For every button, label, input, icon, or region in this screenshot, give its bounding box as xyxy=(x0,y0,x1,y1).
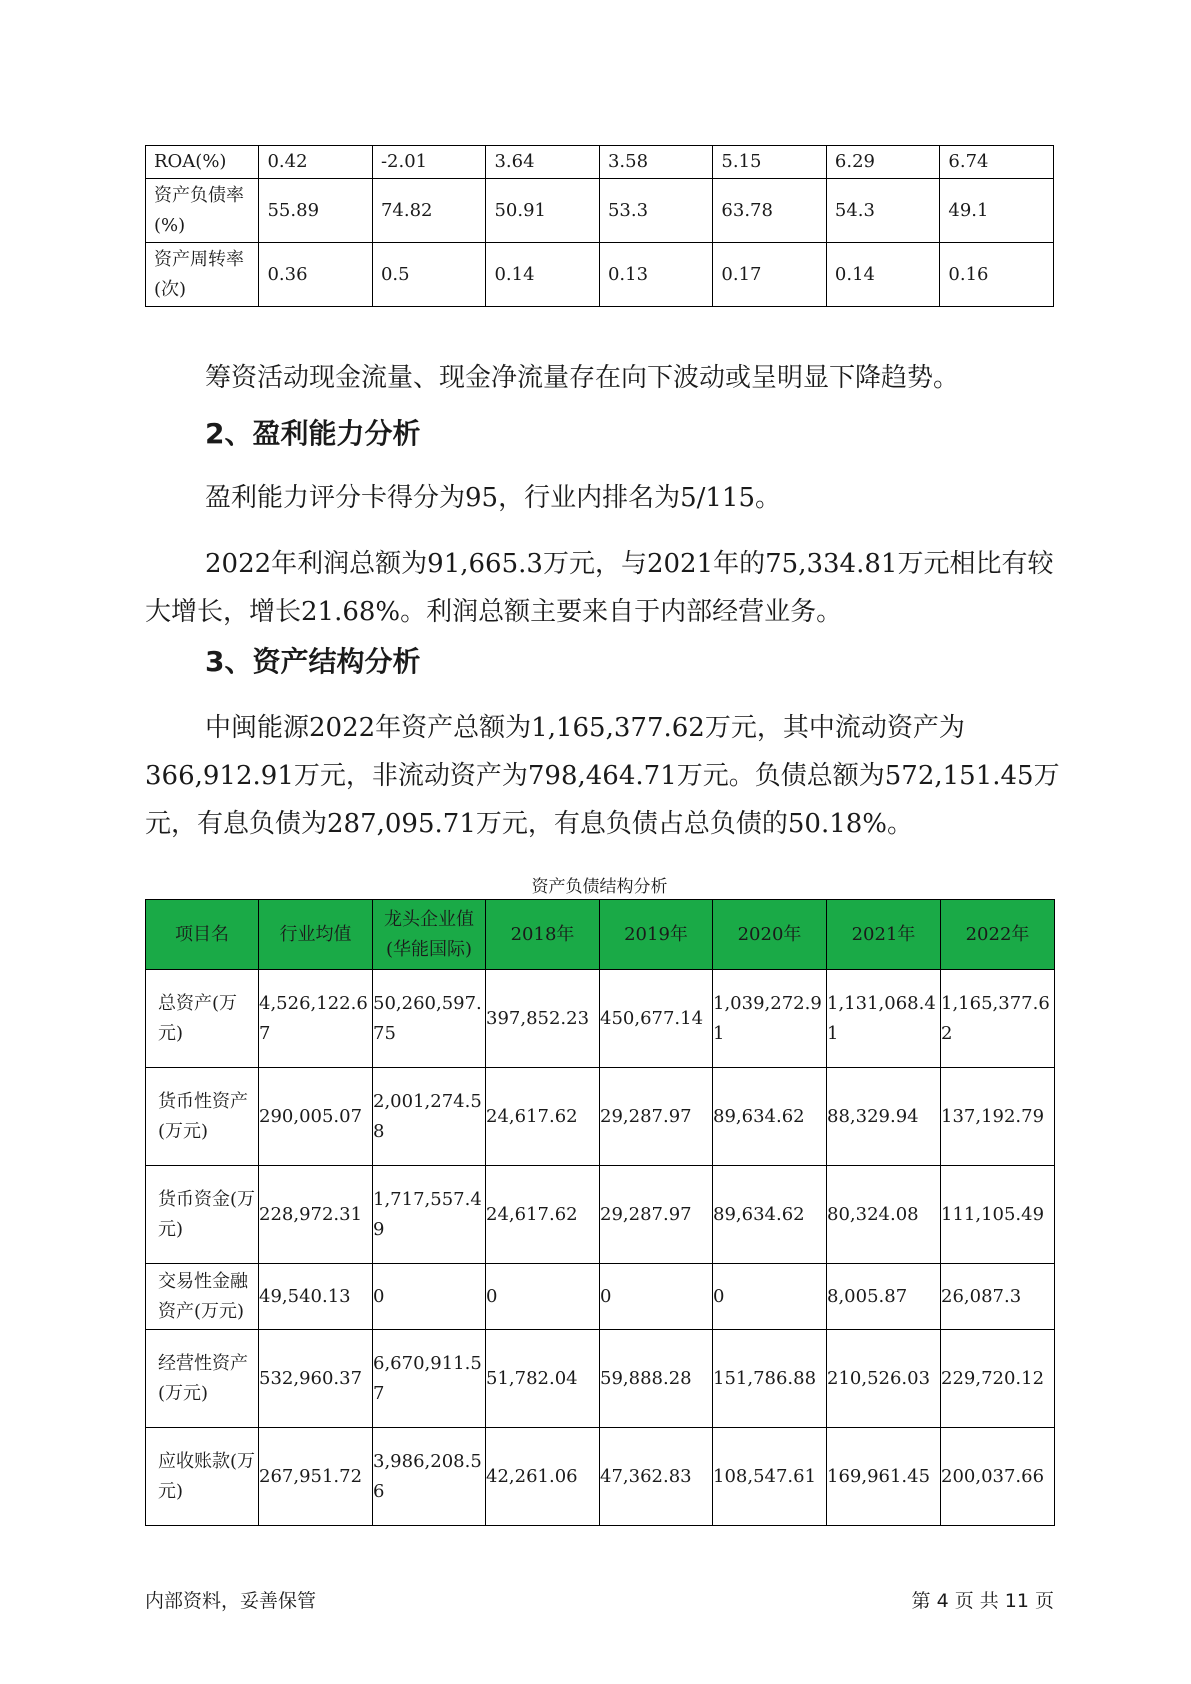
table-cell: 1,131,068.41 xyxy=(827,970,941,1068)
table-cell: 4,526,122.67 xyxy=(259,970,373,1068)
table-cell: 0.5 xyxy=(372,243,485,307)
table-cell: 200,037.66 xyxy=(941,1428,1055,1526)
row-label: ROA(%) xyxy=(146,146,259,179)
column-header: 2021年 xyxy=(827,900,941,970)
table-header-row xyxy=(146,900,1055,970)
table-cell: 5.15 xyxy=(713,146,826,179)
column-header: 行业均值 xyxy=(259,900,373,970)
table-row xyxy=(146,1068,1055,1166)
table-cell: 137,192.79 xyxy=(941,1068,1055,1166)
table-cell: 0.36 xyxy=(259,243,372,307)
row-label: 资产周转率(次) xyxy=(146,243,259,307)
table-cell: 54.3 xyxy=(826,179,939,243)
table-cell: 0.14 xyxy=(826,243,939,307)
table-cell: 267,951.72 xyxy=(259,1428,373,1526)
table-cell: 169,961.45 xyxy=(827,1428,941,1526)
table-cell: 2,001,274.58 xyxy=(373,1068,486,1166)
table-cell: 26,087.3 xyxy=(941,1264,1055,1330)
table-cell: 3.64 xyxy=(486,146,599,179)
paragraph: 盈利能力评分卡得分为95，行业内排名为5/115。 xyxy=(205,483,782,513)
table-row xyxy=(146,1330,1055,1428)
table-cell: 3,986,208.56 xyxy=(373,1428,486,1526)
table-cell: 63.78 xyxy=(713,179,826,243)
table-cell: 0.42 xyxy=(259,146,372,179)
table-cell: 0 xyxy=(486,1264,600,1330)
column-header: 2019年 xyxy=(600,900,713,970)
table-cell: 50.91 xyxy=(486,179,599,243)
table-cell: 532,960.37 xyxy=(259,1330,373,1428)
table-row xyxy=(146,1166,1055,1264)
table-cell: 6.74 xyxy=(940,146,1054,179)
table-cell: 397,852.23 xyxy=(486,970,600,1068)
row-label: 应收账款(万元) xyxy=(146,1428,259,1526)
table-cell: 29,287.97 xyxy=(600,1166,713,1264)
table-cell: 151,786.88 xyxy=(713,1330,827,1428)
column-header: 2018年 xyxy=(486,900,600,970)
table-cell: 88,329.94 xyxy=(827,1068,941,1166)
table-cell: 53.3 xyxy=(599,179,712,243)
table-cell: 450,677.14 xyxy=(600,970,713,1068)
table-cell: 108,547.61 xyxy=(713,1428,827,1526)
table-cell: 6.29 xyxy=(826,146,939,179)
paragraph: 2022年利润总额为91,665.3万元，与2021年的75,334.81万元相比有较大增长，增长21.68%。利润总额主要来自于内部经营业务。 xyxy=(145,549,1054,627)
table-row xyxy=(146,243,1054,307)
table-row xyxy=(146,146,1054,179)
table-cell: 24,617.62 xyxy=(486,1166,600,1264)
balance-sheet-table xyxy=(145,899,1055,1526)
table-cell: 0.16 xyxy=(940,243,1054,307)
row-label: 货币性资产(万元) xyxy=(146,1068,259,1166)
table-cell: 51,782.04 xyxy=(486,1330,600,1428)
row-label: 经营性资产(万元) xyxy=(146,1330,259,1428)
footer-note: 内部资料，妥善保管 xyxy=(145,1590,317,1612)
table-row xyxy=(146,970,1055,1068)
column-header: 项目名 xyxy=(146,900,259,970)
table-cell: 89,634.62 xyxy=(713,1166,827,1264)
column-header: 龙头企业值(华能国际) xyxy=(373,900,486,970)
table-cell: 0.14 xyxy=(486,243,599,307)
table-cell: 49,540.13 xyxy=(259,1264,373,1330)
table-cell: 42,261.06 xyxy=(486,1428,600,1526)
table-cell: 55.89 xyxy=(259,179,372,243)
row-label: 资产负债率(%) xyxy=(146,179,259,243)
table-cell: 50,260,597.75 xyxy=(373,970,486,1068)
section-heading: 2、盈利能力分析 xyxy=(205,417,421,450)
table-caption: 资产负债结构分析 xyxy=(531,877,668,897)
table-cell: 0.13 xyxy=(599,243,712,307)
section-heading: 3、资产结构分析 xyxy=(205,645,421,678)
table-cell: 29,287.97 xyxy=(600,1068,713,1166)
table-cell: 59,888.28 xyxy=(600,1330,713,1428)
table-row xyxy=(146,1264,1055,1330)
table-cell: 1,039,272.91 xyxy=(713,970,827,1068)
table-cell: -2.01 xyxy=(372,146,485,179)
table-cell: 290,005.07 xyxy=(259,1068,373,1166)
table-row xyxy=(146,1428,1055,1526)
row-label: 交易性金融资产(万元) xyxy=(146,1264,259,1330)
page-number: 第 4 页 共 11 页 xyxy=(911,1590,1054,1612)
table-row xyxy=(146,179,1054,243)
table-cell: 89,634.62 xyxy=(713,1068,827,1166)
row-label: 总资产(万元) xyxy=(146,970,259,1068)
table-cell: 0.17 xyxy=(713,243,826,307)
table-cell: 210,526.03 xyxy=(827,1330,941,1428)
row-label: 货币资金(万元) xyxy=(146,1166,259,1264)
ratio-table xyxy=(145,145,1054,307)
table-cell: 3.58 xyxy=(599,146,712,179)
table-cell: 80,324.08 xyxy=(827,1166,941,1264)
table-cell: 1,717,557.49 xyxy=(373,1166,486,1264)
paragraph: 筹资活动现金流量、现金净流量存在向下波动或呈明显下降趋势。 xyxy=(205,363,960,393)
table-cell: 111,105.49 xyxy=(941,1166,1055,1264)
table-cell: 228,972.31 xyxy=(259,1166,373,1264)
column-header: 2022年 xyxy=(941,900,1055,970)
table-cell: 8,005.87 xyxy=(827,1264,941,1330)
table-cell: 229,720.12 xyxy=(941,1330,1055,1428)
table-cell: 1,165,377.62 xyxy=(941,970,1055,1068)
table-cell: 24,617.62 xyxy=(486,1068,600,1166)
table-cell: 47,362.83 xyxy=(600,1428,713,1526)
table-cell: 49.1 xyxy=(940,179,1054,243)
table-cell: 0 xyxy=(713,1264,827,1330)
table-cell: 0 xyxy=(373,1264,486,1330)
table-cell: 74.82 xyxy=(372,179,485,243)
table-cell: 6,670,911.57 xyxy=(373,1330,486,1428)
paragraph: 中闽能源2022年资产总额为1,165,377.62万元，其中流动资产为366,912.91万元，非流动资产为798,464.71万元。负债总额为572,151.45万元，有息负债为287,095.71万元，有息负债占总负债的50.18%。 xyxy=(145,713,1060,839)
column-header: 2020年 xyxy=(713,900,827,970)
table-cell: 0 xyxy=(600,1264,713,1330)
